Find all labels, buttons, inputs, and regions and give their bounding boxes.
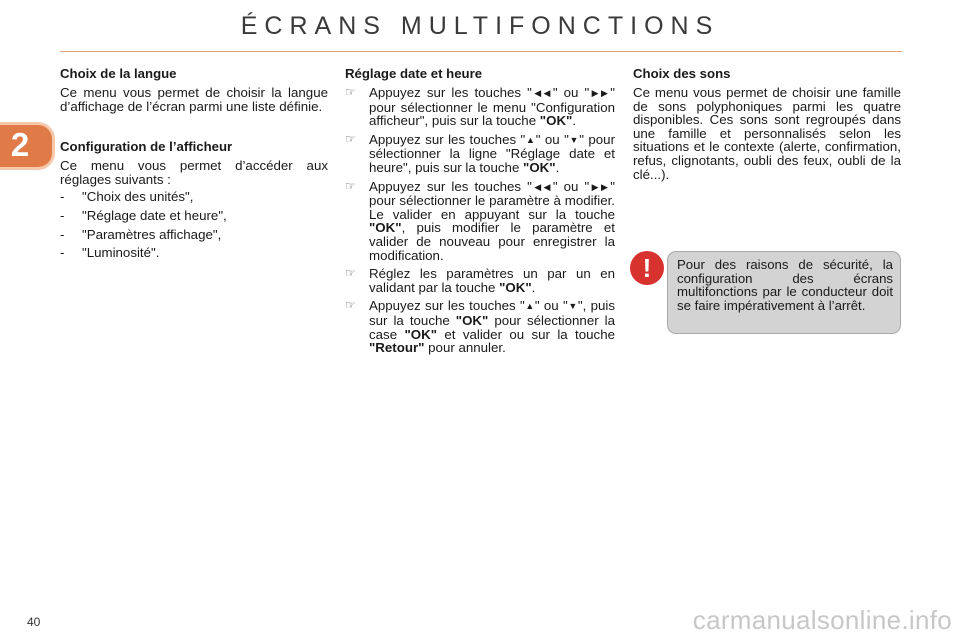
steps-list <box>345 86 615 355</box>
settings-list <box>60 190 328 259</box>
column-right <box>633 67 901 181</box>
forward-icon: ▶▶ <box>589 181 611 192</box>
arrow-down-icon: ▼ <box>567 301 578 312</box>
ok-key: "OK" <box>369 220 402 236</box>
step-item: ☞ Appuyez sur les touches "◀◀" ou "▶▶" pour sélectionner le paramètre à modifier. Le valider en appuyant sur la touche "OK", puis modifier le paramètre et valider de nouveau pour enregistrer la modification. <box>345 178 616 263</box>
dash-marker: - <box>60 207 65 223</box>
retour-key: "Retour" <box>369 340 425 356</box>
ok-key: "OK" <box>404 326 438 342</box>
watermark: carmanualsonline.info <box>692 605 952 635</box>
ok-key: "OK" <box>539 113 573 129</box>
list-item: - "Luminosité". <box>60 245 160 261</box>
step-item: ☞ Appuyez sur les touches "◀◀" ou "▶▶" pour sélectionner le menu "Configuration afficheur", puis sur la touche "OK". <box>345 85 616 129</box>
step-item: ☞ Réglez les paramètres un par un en validant par la touche "OK". <box>345 266 615 295</box>
dash-marker: - <box>60 189 65 205</box>
section-heading-sounds: Choix des sons <box>633 66 731 81</box>
chapter-number: 2 <box>10 126 30 163</box>
list-item: - "Réglage date et heure", <box>60 207 227 223</box>
ok-key: "OK" <box>499 279 532 295</box>
forward-icon: ▶▶ <box>589 88 611 98</box>
arrow-up-icon: ▲ <box>525 134 536 145</box>
page-number: 40 <box>27 615 41 629</box>
dash-marker: - <box>60 245 65 261</box>
page-title: ÉCRANS MULTIFONCTIONS <box>240 12 720 40</box>
arrow-up-icon: ▲ <box>524 301 535 312</box>
safety-warning-box: Pour des raisons de sécurité, la configuration des écrans multifonctions par le conducteur doit se faire impérativement à l’arrêt. <box>667 251 901 334</box>
hand-pointer-icon: ☞ <box>345 298 356 313</box>
hand-pointer-icon: ☞ <box>345 131 356 146</box>
list-item: - "Choix des unités", <box>60 189 194 205</box>
step-item: ☞ Appuyez sur les touches "▲" ou "▼" pour sélectionner la ligne "Réglage date et heure", puis sur la touche "OK". <box>345 131 615 175</box>
hand-pointer-icon: ☞ <box>345 178 356 193</box>
ok-key: "OK" <box>455 312 489 328</box>
section-body-language: Ce menu vous permet de choisir la langue d’affichage de l’écran parmi une liste définie. <box>60 85 328 114</box>
section-heading-display-config: Configuration de l’afficheur <box>60 139 233 155</box>
title-divider <box>60 51 902 52</box>
rewind-icon: ◀◀ <box>531 181 553 192</box>
column-middle <box>345 67 615 360</box>
section-body-sounds: Ce menu vous permet de choisir une famille de sons polyphoniques parmi les quatre disponibles. Ces sons sont regroupés dans une famille et personnalisés selon les situations et le contexte (alerte, confirmation, refus, clignotants, oubli des feux, oubli de la clé...). <box>633 85 901 182</box>
ok-key: "OK" <box>523 159 556 175</box>
dash-marker: - <box>60 226 65 242</box>
list-item: - "Paramètres affichage", <box>60 226 222 242</box>
rewind-icon: ◀◀ <box>531 88 553 98</box>
section-body-display-config: Ce menu vous permet d’accéder aux réglages suivants : <box>60 158 328 187</box>
column-left <box>60 67 328 265</box>
warning-icon: ! <box>630 251 664 285</box>
section-heading-language: Choix de la langue <box>60 66 177 81</box>
section-heading-date-time: Réglage date et heure <box>345 66 483 81</box>
hand-pointer-icon: ☞ <box>345 266 356 281</box>
arrow-down-icon: ▼ <box>568 134 580 145</box>
step-item: ☞ Appuyez sur les touches "▲" ou "▼", puis sur la touche "OK" pour sélectionner la case "OK" et valider ou sur la touche "Retour" pour annuler. <box>345 298 616 356</box>
hand-pointer-icon: ☞ <box>345 85 356 99</box>
